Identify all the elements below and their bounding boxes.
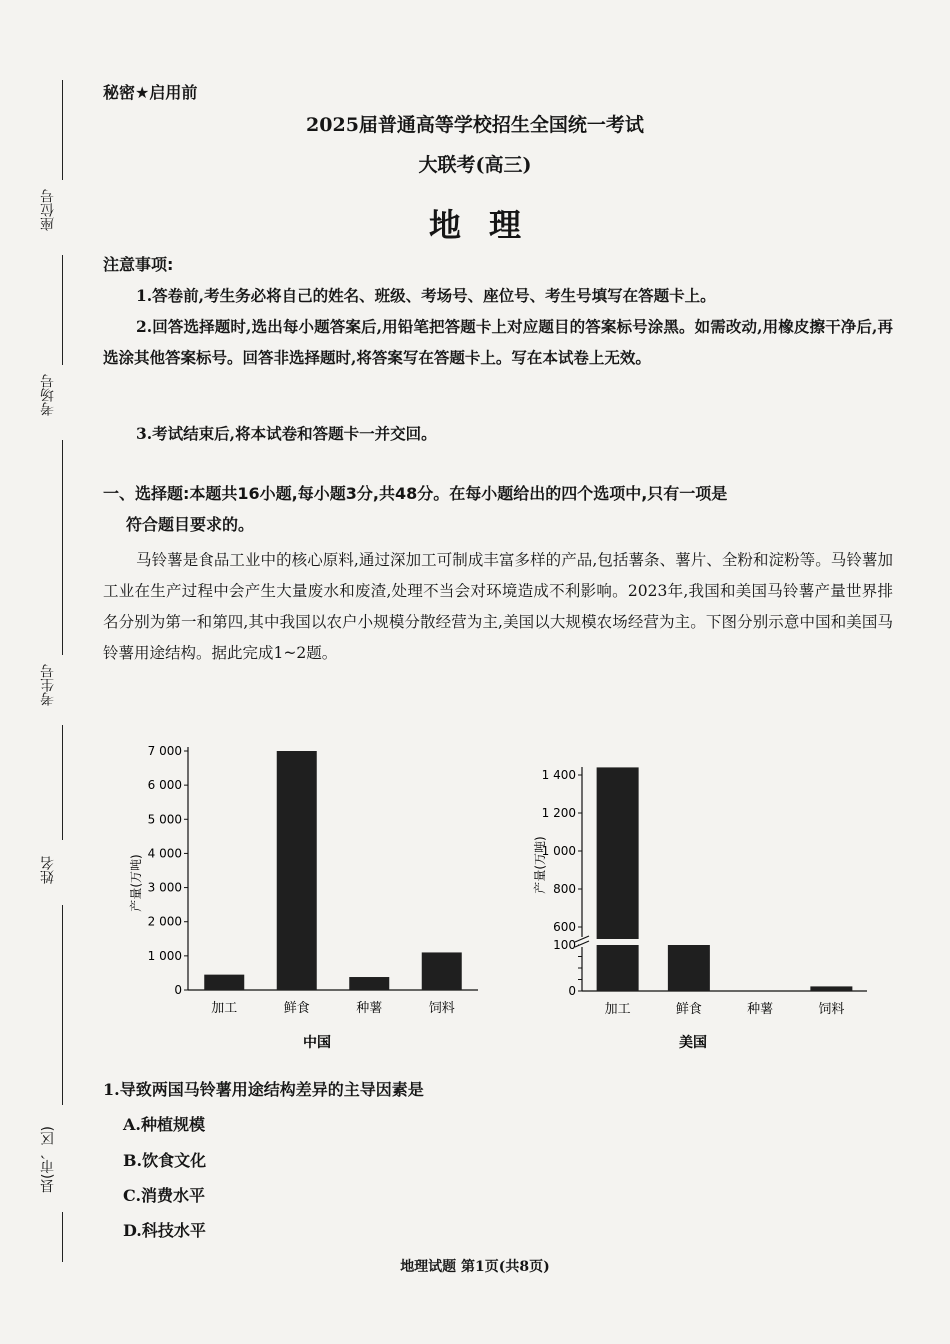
option-d: D.科技水平 — [123, 1221, 206, 1240]
y-tick-label: 1 000 — [147, 948, 182, 963]
confidential-mark: 秘密★启用前 — [103, 83, 198, 102]
candidate-number-label: 考生号 — [40, 664, 56, 706]
y-tick-label: 1 400 — [541, 768, 576, 782]
category-label: 加工 — [604, 1002, 631, 1017]
category-label: 加工 — [211, 1001, 238, 1016]
exam-room-label: 考场号 — [40, 374, 56, 416]
chart-title: 美国 — [679, 1035, 707, 1051]
category-label: 鲜食 — [283, 1001, 310, 1016]
notice-item: 3.考试结束后,将本试卷和答题卡一并交回。 — [136, 424, 437, 443]
passage: 马铃薯是食品工业中的核心原料,通过深加工可制成丰富多样的产品,包括薯条、薯片、全粉和淀粉等。马铃薯加工业在生产过程中会产生大量废水和废渣,处理不当会对环境造成不利影响。2023年,我国和美国马铃薯产量世界排名分别为第一和第四,其中我国以农户小规模分散经营为主,美国以大规模农场经营为主。下图分别示意中国和美国马铃薯用途结构。据此完成1~2题。 — [103, 551, 893, 662]
name-label: 姓名 — [40, 856, 56, 884]
y-tick-label: 7 000 — [147, 744, 182, 758]
notice-heading: 注意事项: — [103, 255, 174, 274]
section-line: 一、选择题:本题共16小题,每小题3分,共48分。在每小题给出的四个选项中,只有一项是 — [103, 484, 728, 503]
y-tick-label: 3 000 — [147, 880, 182, 895]
margin-line — [62, 1212, 63, 1262]
section-heading — [103, 478, 893, 540]
y-tick-label: 800 — [553, 882, 576, 896]
y-tick-label: 1 200 — [541, 806, 576, 820]
bar-break — [667, 939, 711, 945]
y-axis-label: 产量(万吨) — [129, 854, 143, 912]
category-label: 种薯 — [356, 1001, 383, 1016]
chart-title: 中国 — [303, 1035, 331, 1051]
bar — [597, 767, 639, 991]
bar — [204, 975, 244, 990]
y-tick-label: 4 000 — [147, 846, 182, 861]
option-a: A.种植规模 — [123, 1115, 205, 1134]
y-tick-label: 0 — [568, 984, 576, 998]
y-tick-label: 6 000 — [147, 778, 182, 793]
usa-chart — [530, 755, 890, 1060]
bar — [277, 751, 317, 990]
seat-number-label: 座位号 — [40, 189, 56, 231]
y-tick-label: 2 000 — [147, 914, 182, 929]
bar — [810, 986, 852, 991]
option-c: C.消费水平 — [123, 1186, 206, 1205]
bar — [668, 942, 710, 991]
margin-line — [62, 255, 63, 365]
page-footer: 地理试题 第1页(共8页) — [400, 1259, 550, 1275]
category-label: 种薯 — [747, 1002, 774, 1017]
category-label: 鲜食 — [675, 1002, 702, 1017]
notice-item: 2.回答选择题时,选出每小题答案后,用铅笔把答题卡上对应题目的答案标号涂黑。如需改动,用橡皮擦干净后,再选涂其他答案标号。回答非选择题时,将答案写在答题卡上。写在本试卷上无效。 — [103, 317, 893, 367]
margin-line — [62, 725, 63, 840]
bar-break — [596, 939, 640, 945]
y-tick-label: 5 000 — [147, 812, 182, 827]
question-stem: 1.导致两国马铃薯用途结构差异的主导因素是 — [103, 1080, 424, 1099]
margin-line — [62, 905, 63, 1105]
bar — [422, 952, 462, 990]
category-label: 饲料 — [428, 1001, 455, 1016]
category-label: 饲料 — [818, 1002, 845, 1017]
margin-line — [62, 440, 63, 655]
exam-title: 2025届普通高等学校招生全国统一考试 — [306, 114, 644, 136]
china-chart — [110, 735, 510, 1060]
notice-item: 1.答卷前,考生务必将自己的姓名、班级、考场号、座位号、考生号填写在答题卡上。 — [136, 286, 716, 305]
bar-break — [738, 939, 782, 945]
exam-subtitle: 大联考(高三) — [418, 154, 532, 176]
option-b: B.饮食文化 — [123, 1151, 207, 1170]
y-tick-label: 1 000 — [541, 844, 576, 858]
section-line: 符合题目要求的。 — [126, 515, 255, 534]
bar — [349, 977, 389, 990]
county-label: 县(市、区) — [40, 1126, 56, 1194]
subject-title: 地理 — [428, 206, 549, 244]
y-tick-label: 0 — [174, 983, 182, 997]
y-tick-label: 600 — [553, 920, 576, 934]
y-tick-label: 100 — [553, 938, 576, 952]
y-axis-label: 产量(万吨) — [533, 836, 547, 894]
